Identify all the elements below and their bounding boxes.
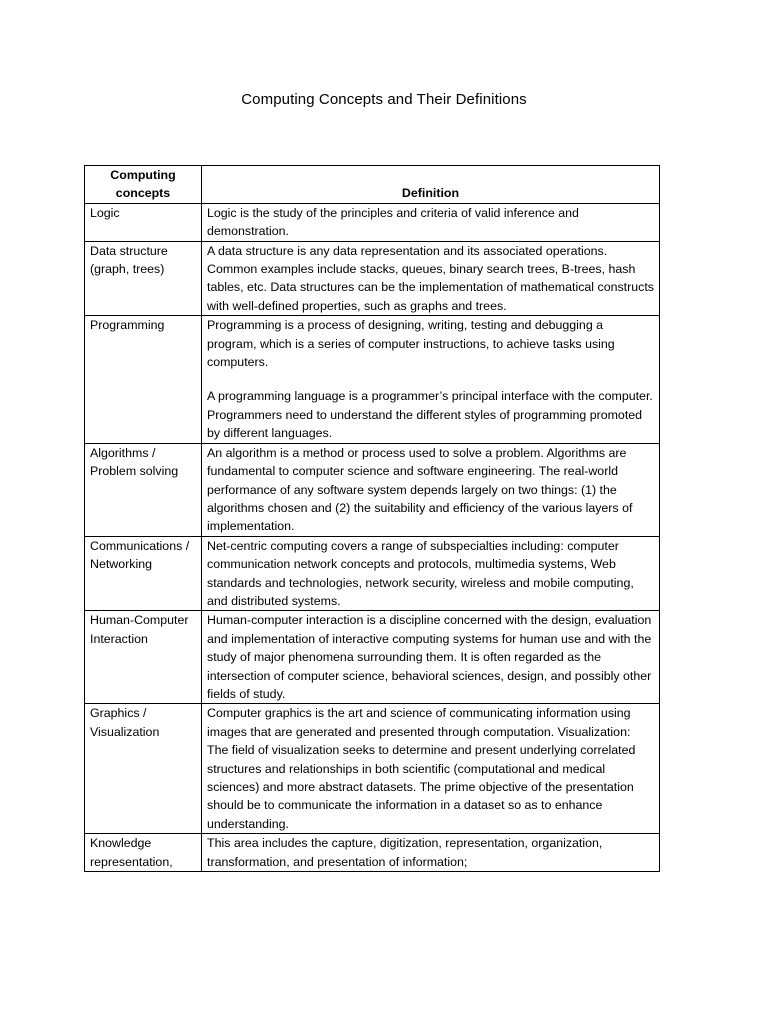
table-row xyxy=(85,704,660,834)
table-row xyxy=(85,611,660,704)
definition-cell xyxy=(202,241,660,316)
table-row xyxy=(85,203,660,241)
table-row xyxy=(85,241,660,316)
definition-cell xyxy=(202,704,660,834)
concept-cell: Knowledge representation, xyxy=(85,834,202,872)
table-row xyxy=(85,443,660,536)
definition-text: An algorithm is a method or process used to solve a problem. Algorithms are fundamental to computer science and software engineering. The real-world performance of any software system depends largely on two things: (1) the algorithms chosen and (2) the suitability and efficiency of the various layers of implementation. xyxy=(207,445,633,534)
definition-cell xyxy=(202,536,660,611)
definition-text: Logic is the study of the principles and criteria of valid inference and demonstration. xyxy=(207,205,579,239)
definition-text: A programming language is a programmer’s principal interface with the computer. Programmers need to understand the different styles of programming promoted by different languages. xyxy=(207,389,653,441)
definition-text: This area includes the capture, digitization, representation, organization, transformation, and presentation of information; xyxy=(207,836,603,869)
concept-cell: Algorithms / Problem solving xyxy=(85,443,202,536)
concept-cell: Programming xyxy=(85,316,202,443)
page-title: Computing Concepts and Their Definitions xyxy=(241,91,527,108)
table-header-row xyxy=(85,166,660,204)
definition-text: Computer graphics is the art and science of communicating information using images that are generated and presented through computation. Visualization: The field of visualization seeks to determine and present underlying correlated structures and relationships in both scientific (computational and medical sciences) and more abstract datasets. The prime objective of the presentation should be to communicate the information in a dataset so as to enhance understanding. xyxy=(207,706,636,831)
definition-cell xyxy=(202,611,660,704)
definition-cell xyxy=(202,203,660,241)
concept-cell: Human-Computer Interaction xyxy=(85,611,202,704)
concept-cell: Logic xyxy=(85,203,202,241)
header-definition: Definition xyxy=(202,166,660,204)
paragraph-spacer xyxy=(207,371,654,387)
definition-text: A data structure is any data representation and its associated operations. Common examples include stacks, queues, binary search trees, B-trees, hash tables, etc. Data structures can be the implementation of mathematical constructs with well-defined properties, such as graphs and trees. xyxy=(207,243,654,313)
concept-cell: Data structure (graph, trees) xyxy=(85,241,202,316)
concept-text: Communications / Networking xyxy=(90,538,190,572)
concepts-table xyxy=(84,165,660,872)
concept-cell: Graphics / Visualization xyxy=(85,704,202,834)
concept-cell xyxy=(85,536,202,611)
definition-text: Programming is a process of designing, writing, testing and debugging a program, which is a series of computer instructions, to achieve tasks using computers. xyxy=(207,318,615,370)
table-row xyxy=(85,834,660,872)
definition-cell xyxy=(202,316,660,443)
definition-text: Net-centric computing covers a range of subspecialties including: computer communication network concepts and protocols, multimedia systems, Web standards and technologies, network security, wireless and mobile computing, and distributed systems. xyxy=(207,538,634,608)
header-concept: Computing concepts xyxy=(85,166,202,204)
definition-cell xyxy=(202,834,660,872)
definition-cell xyxy=(202,443,660,536)
definition-text: Human-computer interaction is a discipline concerned with the design, evaluation and implementation of interactive computing systems for human use and with the study of major phenomena surrounding them. It is often regarded as the intersection of computer science, behavioral sciences, design, and possibly other fields of study. xyxy=(207,613,652,701)
table-row xyxy=(85,536,660,611)
table-row xyxy=(85,316,660,443)
